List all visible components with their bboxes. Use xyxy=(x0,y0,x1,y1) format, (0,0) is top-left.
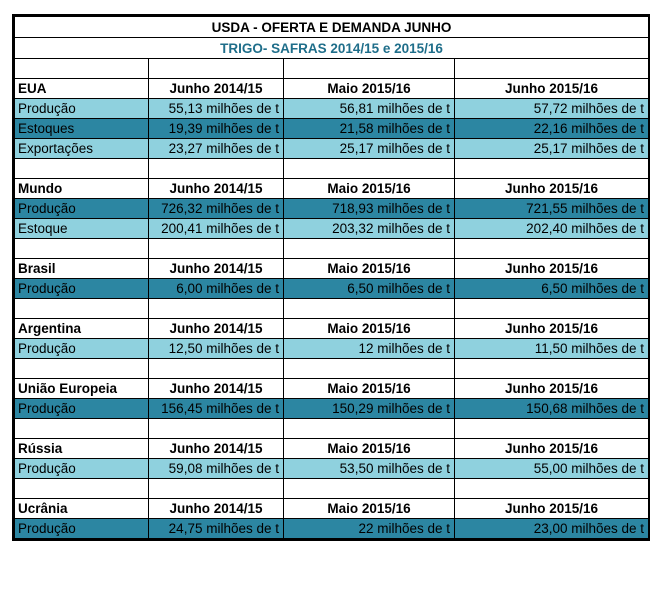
region-name: União Europeia xyxy=(15,379,149,399)
spacer-row xyxy=(15,479,649,499)
value-cell: 22,16 milhões de t xyxy=(455,119,649,139)
section-header-row xyxy=(15,259,649,279)
empty-cell xyxy=(149,479,284,499)
empty-cell xyxy=(284,299,455,319)
period-header: Junho 2015/16 xyxy=(455,319,649,339)
empty-cell xyxy=(15,59,149,79)
empty-cell xyxy=(15,159,149,179)
period-header: Junho 2014/15 xyxy=(149,259,284,279)
value-cell: 11,50 milhões de t xyxy=(455,339,649,359)
empty-cell xyxy=(149,419,284,439)
table-title: USDA - OFERTA E DEMANDA JUNHO xyxy=(15,17,649,38)
empty-cell xyxy=(455,299,649,319)
value-cell: 59,08 milhões de t xyxy=(149,459,284,479)
title-row xyxy=(15,17,649,38)
empty-cell xyxy=(15,419,149,439)
period-header: Junho 2014/15 xyxy=(149,79,284,99)
table-row xyxy=(15,399,649,419)
empty-cell xyxy=(15,359,149,379)
value-cell: 718,93 milhões de t xyxy=(284,199,455,219)
empty-cell xyxy=(284,359,455,379)
spacer-row xyxy=(15,239,649,259)
section-header-row xyxy=(15,179,649,199)
period-header: Maio 2015/16 xyxy=(284,439,455,459)
value-cell: 23,00 milhões de t xyxy=(455,519,649,539)
table-row xyxy=(15,99,649,119)
value-cell: 150,29 milhões de t xyxy=(284,399,455,419)
empty-cell xyxy=(149,299,284,319)
region-name: Brasil xyxy=(15,259,149,279)
period-header: Junho 2015/16 xyxy=(455,439,649,459)
empty-cell xyxy=(149,59,284,79)
empty-cell xyxy=(455,419,649,439)
row-label: Produção xyxy=(15,99,149,119)
table-row xyxy=(15,199,649,219)
region-name: Rússia xyxy=(15,439,149,459)
period-header: Maio 2015/16 xyxy=(284,499,455,519)
empty-cell xyxy=(15,239,149,259)
period-header: Junho 2014/15 xyxy=(149,499,284,519)
value-cell: 150,68 milhões de t xyxy=(455,399,649,419)
section-header-row xyxy=(15,79,649,99)
spacer-row xyxy=(15,359,649,379)
empty-cell xyxy=(149,359,284,379)
value-cell: 25,17 milhões de t xyxy=(455,139,649,159)
section-header-row xyxy=(15,439,649,459)
row-label: Produção xyxy=(15,279,149,299)
period-header: Maio 2015/16 xyxy=(284,179,455,199)
spacer-row xyxy=(15,299,649,319)
region-name: EUA xyxy=(15,79,149,99)
table-row xyxy=(15,519,649,539)
period-header: Maio 2015/16 xyxy=(284,259,455,279)
empty-cell xyxy=(284,419,455,439)
value-cell: 21,58 milhões de t xyxy=(284,119,455,139)
region-name: Ucrânia xyxy=(15,499,149,519)
empty-cell xyxy=(455,239,649,259)
empty-cell xyxy=(455,59,649,79)
spacer-row xyxy=(15,419,649,439)
period-header: Maio 2015/16 xyxy=(284,319,455,339)
empty-cell xyxy=(149,159,284,179)
spacer-row xyxy=(15,159,649,179)
table-row xyxy=(15,339,649,359)
row-label: Estoque xyxy=(15,219,149,239)
section-header-row xyxy=(15,319,649,339)
value-cell: 23,27 milhões de t xyxy=(149,139,284,159)
table-row xyxy=(15,219,649,239)
empty-cell xyxy=(284,479,455,499)
row-label: Produção xyxy=(15,519,149,539)
value-cell: 22 milhões de t xyxy=(284,519,455,539)
period-header: Junho 2015/16 xyxy=(455,259,649,279)
value-cell: 12 milhões de t xyxy=(284,339,455,359)
table-subtitle: TRIGO- SAFRAS 2014/15 e 2015/16 xyxy=(15,38,649,59)
value-cell: 57,72 milhões de t xyxy=(455,99,649,119)
region-name: Mundo xyxy=(15,179,149,199)
value-cell: 202,40 milhões de t xyxy=(455,219,649,239)
row-label: Exportações xyxy=(15,139,149,159)
value-cell: 156,45 milhões de t xyxy=(149,399,284,419)
value-cell: 6,00 milhões de t xyxy=(149,279,284,299)
empty-cell xyxy=(15,299,149,319)
period-header: Junho 2014/15 xyxy=(149,439,284,459)
value-cell: 721,55 milhões de t xyxy=(455,199,649,219)
region-name: Argentina xyxy=(15,319,149,339)
period-header: Junho 2015/16 xyxy=(455,179,649,199)
period-header: Maio 2015/16 xyxy=(284,379,455,399)
subtitle-row xyxy=(15,38,649,59)
wheat-supply-demand-table xyxy=(12,14,650,541)
period-header: Junho 2014/15 xyxy=(149,179,284,199)
period-header: Junho 2015/16 xyxy=(455,379,649,399)
table-row xyxy=(15,119,649,139)
empty-cell xyxy=(284,159,455,179)
row-label: Estoques xyxy=(15,119,149,139)
value-cell: 200,41 milhões de t xyxy=(149,219,284,239)
row-label: Produção xyxy=(15,199,149,219)
empty-cell xyxy=(284,239,455,259)
value-cell: 55,00 milhões de t xyxy=(455,459,649,479)
empty-cell xyxy=(455,159,649,179)
value-cell: 12,50 milhões de t xyxy=(149,339,284,359)
row-label: Produção xyxy=(15,399,149,419)
value-cell: 24,75 milhões de t xyxy=(149,519,284,539)
empty-cell xyxy=(149,239,284,259)
value-cell: 53,50 milhões de t xyxy=(284,459,455,479)
value-cell: 25,17 milhões de t xyxy=(284,139,455,159)
period-header: Junho 2014/15 xyxy=(149,379,284,399)
value-cell: 203,32 milhões de t xyxy=(284,219,455,239)
value-cell: 6,50 milhões de t xyxy=(284,279,455,299)
period-header: Junho 2014/15 xyxy=(149,319,284,339)
table-row xyxy=(15,139,649,159)
row-label: Produção xyxy=(15,339,149,359)
row-label: Produção xyxy=(15,459,149,479)
value-cell: 6,50 milhões de t xyxy=(455,279,649,299)
value-cell: 726,32 milhões de t xyxy=(149,199,284,219)
value-cell: 19,39 milhões de t xyxy=(149,119,284,139)
empty-cell xyxy=(284,59,455,79)
table-row xyxy=(15,279,649,299)
period-header: Maio 2015/16 xyxy=(284,79,455,99)
value-cell: 55,13 milhões de t xyxy=(149,99,284,119)
spacer-row xyxy=(15,59,649,79)
table-row xyxy=(15,459,649,479)
data-table xyxy=(14,16,649,539)
empty-cell xyxy=(15,479,149,499)
empty-cell xyxy=(455,359,649,379)
period-header: Junho 2015/16 xyxy=(455,499,649,519)
section-header-row xyxy=(15,379,649,399)
period-header: Junho 2015/16 xyxy=(455,79,649,99)
empty-cell xyxy=(455,479,649,499)
section-header-row xyxy=(15,499,649,519)
value-cell: 56,81 milhões de t xyxy=(284,99,455,119)
table-body xyxy=(15,17,649,539)
